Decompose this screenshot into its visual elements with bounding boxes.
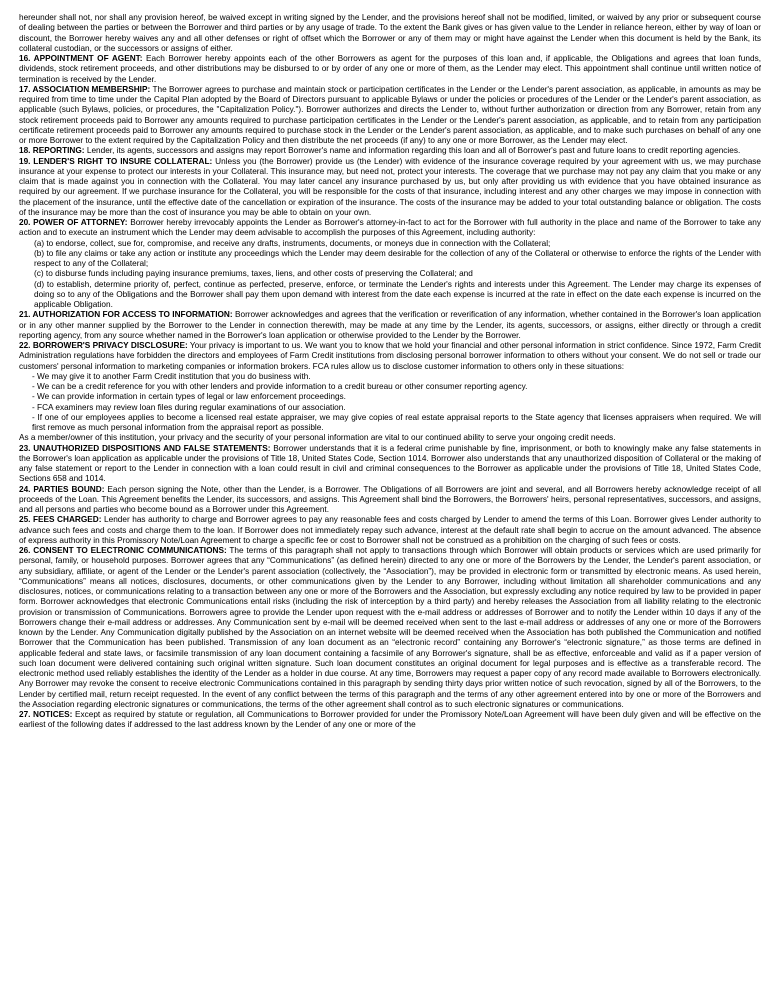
section-17 bbox=[19, 85, 761, 147]
section-heading: 26. CONSENT TO ELECTRONIC COMMUNICATIONS: bbox=[19, 546, 227, 555]
section-heading: 23. UNAUTHORIZED DISPOSITIONS AND FALSE STATEMENTS: bbox=[19, 443, 271, 453]
section-body: Each person signing the Note, other than the Lender, is a Borrower. The Obligations of all Borrowers are joint and several, and all Borrowers hereby acknowledge receipt of all proceeds of the Loan. This Agreement benefits the Lender, its successors, and assigns. This Agreement shall bind the Borrowers, the Borrowers' heirs, personal representatives, successors, and assigns, and all persons and parties who become bound as a Borrower under this Agreement. bbox=[19, 484, 761, 514]
section-24 bbox=[19, 485, 761, 516]
section-heading: 18. REPORTING: bbox=[19, 146, 85, 156]
section-21 bbox=[19, 310, 761, 341]
section-heading: 27. NOTICES: bbox=[19, 710, 73, 719]
section-body: Unless you (the Borrower) provide us (the Lender) with evidence of the insurance coverage required by your agreement with us, we may purchase insurance at your expense to protect our interests in your Collateral. This insurance may, but need not, protect your interests. The coverage that we purchase may not pay any claim that you make or any claim that is made against you in connection with the Collateral. You may later cancel any insurance purchased by us, but only after providing us with evidence that you have obtained insurance as required by our agreement. If we purchase insurance for the Collateral, you will be responsible for the costs of that insurance, including interest and any other charges we may impose in connection with the placement of the insurance, until the effective date of the cancellation or expiration of the insurance. The costs of the insurance may be added to your total outstanding balance or obligation. The costs of the insurance may be more than the cost of insurance you may be able to obtain on your own. bbox=[19, 156, 761, 217]
section-body: Your privacy is important to us. We want you to know that we hold your financial and other personal information in strict confidence. Since 1972, Farm Credit Administration regulations have forbidden the directors and employees of Farm Credit institutions from disclosing personal borrower information to others without your consent. We do not sell or trade our customers' personal information to marketing companies or information brokers. FCA rules allow us to disclose customer information to others only in these situations: bbox=[19, 341, 761, 371]
privacy-item: - We can provide information in certain types of legal or law enforcement proceedings. bbox=[32, 392, 346, 402]
section-heading: 24. PARTIES BOUND: bbox=[19, 484, 105, 494]
section-body: The Borrower agrees to purchase and maintain stock or participation certificates in the Lender or the Lender's parent association, as applicable, in amounts as may be required from time to time under the Capital Plan adopted by the Board of Directors pursuant to applicable Bylaws or under the policies or procedures of the Lender or the Lender's parent association, as applicable (such Bylaws, policies, or procedures, the "Capitalization Policy."). Borrower authorizes and directs the Lender to, without further authorization or direction from any Borrower, retain from any stock retirement proceeds paid to Borrower any amounts required to purchase participation certificates in the Lender or the Lender's parent association, as applicable, and to retain from any participation certificate retirement proceeds paid to Borrower any amounts required to purchase stock in the Lender or the Lender's parent association, as applicable, and to make such purchases on behalf of any one or more Borrower to the extent required by the Capitalization Policy and then distribute the net proceeds (if any) to any one or more Borrower, as the Lender may elect. bbox=[19, 84, 761, 145]
privacy-item: - If one of our employees applies to become a licensed real estate appraiser, we may give copies of real estate appraisal reports to the State agency that licenses appraisers when required. We will first remove as much personal information from the appraisal report as possible. bbox=[32, 412, 761, 432]
section-heading: 19. LENDER'S RIGHT TO INSURE COLLATERAL: bbox=[19, 156, 213, 166]
section-20 bbox=[19, 218, 761, 239]
section-heading: 25. FEES CHARGED: bbox=[19, 515, 102, 525]
intro-paragraph: hereunder shall not, nor shall any provision hereof, be waived except in writing signed by the Lender, and the provisions hereof shall not be modified, limited, or waived by any prior or subsequent course of dealing between the parties or between the Borrower and third parties or by any usage of trade. To the extent the Bank gives or has given value to the Lender in reliance hereon, either by way of loan or discount, the Borrower hereby waives any and all other defenses or right of offset which the Borrower or any of them may or might have against the Lender when this document is held by the Bank, its collateral custodian, or the successors or assigns of either. bbox=[19, 13, 761, 53]
section-body: Except as required by statute or regulation, all Communications to Borrower provided for under the Promissory Note/Loan Agreement will have been duly given and will be effective on the earliest of the following dates if addressed to the last address known by the Lender of any one or more of the bbox=[19, 710, 761, 730]
section-heading: 22. BORROWER'S PRIVACY DISCLOSURE: bbox=[19, 341, 188, 350]
section-body: Lender has authority to charge and Borrower agrees to pay any reasonable fees and costs charged by Lender to amend the terms of this Loan. Borrower gives Lender authority to advance such fees and costs and charge them to the loan. If Borrower does not immediately repay such advance, interest at the default rate shall begin to accrue on the amount advanced. The absence of express authority in this Promissory Note/Loan Agreement to charge a specific fee or cost to Borrower shall not be construed as a prohibition on the charging of such fees or costs. bbox=[19, 515, 761, 545]
poa-item-a: (a) to endorse, collect, sue for, compromise, and receive any drafts, instruments, documents, or moneys due in connection with the Collateral; bbox=[34, 238, 551, 248]
poa-item-d: (d) to establish, determine priority of, perfect, continue as perfected, preserve, enforce, or terminate the Lender's rights and interests under this Agreement. The Lender may charge its expenses of doing so to any of the Obligations and the Borrower shall pay them upon demand with interest from the date each expense is incurred at the rate in effect on the date each expense is incurred on the applicable Obligation. bbox=[34, 279, 761, 309]
section-26 bbox=[19, 546, 761, 710]
section-body: Borrower acknowledges and agrees that the verification or reverification of any information, whether contained in the Borrower's loan application or in any other manner supplied by the Borrower to the Lender in connection therewith, may be made at any time by the Lender, its agents, successors, or assigns, either directly or through a credit reporting agency, from any source whether named in the Borrower's loan application or otherwise provided to the Lender by the Borrower. bbox=[19, 310, 761, 340]
section-heading: 17. ASSOCIATION MEMBERSHIP: bbox=[19, 84, 151, 94]
privacy-item: - FCA examiners may review loan files during regular examinations of our association. bbox=[32, 402, 346, 412]
section-27 bbox=[19, 710, 761, 731]
section-body: The terms of this paragraph shall not apply to transactions through which Borrower will obtain products or services which are used primarily for personal, family, or household purposes. Borrower agrees that any “Communications” (as defined herein) directed to any one or more of the Borrowers by the Lender, the Lender's parent association, or any subsidiary, affiliate, or agent of the Lender or the Lender's parent association (collectively, the “Association”), may be provided in electronic form or transmitted by electronic means. As used herein, “Communications” means all notices, disclosures, documents, or other communications given by the Lender to any Borrower, including without limitation all shareholder communications and any disclosures, notices, or communications relating to a transaction between any one or more of the Borrowers and the Association, but expressly excluding any notice required by law to be provided in paper form. Borrower acknowledges that electronic Communications entail risks (including the risk of interception by a third party) and hereby releases the Association from all liability relating to the electronic provision or transmission of Communications. Borrowers agree to provide the Lender upon request with the e-mail address or addresses of Borrower and to notify the Lender within 10 days if any of the Borrowers change their e-mail address or addresses. Any Communication sent by e-mail will be deemed received when sent to the last e-mail address or addresses of any one or more of the Borrowers known by the Lender. Any Communication digitally published by the Association on an internet website will be deemed received when the Association has both published the Communication and notified Borrower that the Communication has been published. Transmission of any loan document as an “electronic record” containing any Borrower's “electronic signature,” as those terms are defined in applicable federal and state laws, or facsimile transmission of any loan document containing a facsimile of any Borrower's signature, shall be as effective, enforceable and valid as if a paper version of such loan document were delivered containing such original written signature. Such loan document constitutes an original document for legal purposes and is effective as a transferable record. The electronic method used reliably establishes the identity of the Lender as a holder in due course. At any time, Borrowers may request a paper copy of any record made available to Borrowers electronically. Any Borrower may revoke the consent to receive electronic Communications contained in this paragraph by sending thirty days prior written notice of such revocation, signed by all of the Borrowers, to the Lender by certified mail, return receipt requested. In the event of any conflict between the terms of this paragraph and the terms of any other agreement entered into by one or more of the Borrowers and the Association regarding electronic signatures or communications, the terms of the other agreement shall control as to such electronic signatures or communications. bbox=[19, 546, 761, 709]
section-19 bbox=[19, 157, 761, 219]
section-23 bbox=[19, 444, 761, 485]
section-body: Each Borrower hereby appoints each of the other Borrowers as agent for the purposes of this loan and, if applicable, the Obligations and agrees that loan funds, dividends, stock retirement proceeds, and other distributions may be disbursed to or by order of any one or more of them, as the Lender may elect. This appointment shall continue until written notice of termination is received by the Lender. bbox=[19, 54, 761, 84]
document-page bbox=[19, 13, 761, 998]
section-heading: 21. AUTHORIZATION FOR ACCESS TO INFORMATION: bbox=[19, 310, 233, 320]
section-18 bbox=[19, 146, 761, 156]
section-heading: 16. APPOINTMENT OF AGENT: bbox=[19, 54, 143, 63]
privacy-item: - We may give it to another Farm Credit institution that you do business with. bbox=[32, 371, 311, 381]
privacy-item: - We can be a credit reference for you with other lenders and provide information to a credit bureau or other consumer reporting agency. bbox=[32, 382, 528, 391]
section-body: Borrower understands that it is a federal crime punishable by fine, imprisonment, or both to knowingly make any false statements in the Borrower's loan application as applicable under the provisions of Title 18, United States Code, Section 1014. Borrower also understands that any unauthorized disposition of Collateral or the making of any false statement or report to the Lender in connection with a loan could result in civil and criminal consequences to the Borrower as applicable under the provisions of Title 18, United States Code, Sections 658 and 1014. bbox=[19, 443, 761, 484]
poa-item-b: (b) to file any claims or take any action or institute any proceedings which the Lender may deem desirable for the collection of any of the Collateral or otherwise to enforce the rights of the Lender with respect to any of the Collateral; bbox=[34, 248, 761, 268]
section-body: Lender, its agents, successors and assigns may report Borrower's name and information regarding this loan and all of Borrower's past and future loans to credit reporting agencies. bbox=[84, 146, 741, 156]
privacy-closing: As a member/owner of this institution, your privacy and the security of your personal information are vital to our continued ability to serve your ongoing credit needs. bbox=[19, 433, 616, 443]
section-25 bbox=[19, 515, 761, 546]
section-heading: 20. POWER OF ATTORNEY: bbox=[19, 218, 128, 227]
section-body: Borrower hereby irrevocably appoints the Lender as Borrower's attorney-in-fact to act for the Borrower with full authority in the place and name of the Borrower to take any action and to execute an instrument which the Lender may deem advisable to accomplish the purposes of this Agreement, including authority: bbox=[19, 218, 761, 238]
poa-item-c: (c) to disburse funds including paying insurance premiums, taxes, liens, and other costs of preserving the Collateral; and bbox=[34, 269, 473, 279]
section-16 bbox=[19, 54, 761, 85]
section-22 bbox=[19, 341, 761, 372]
